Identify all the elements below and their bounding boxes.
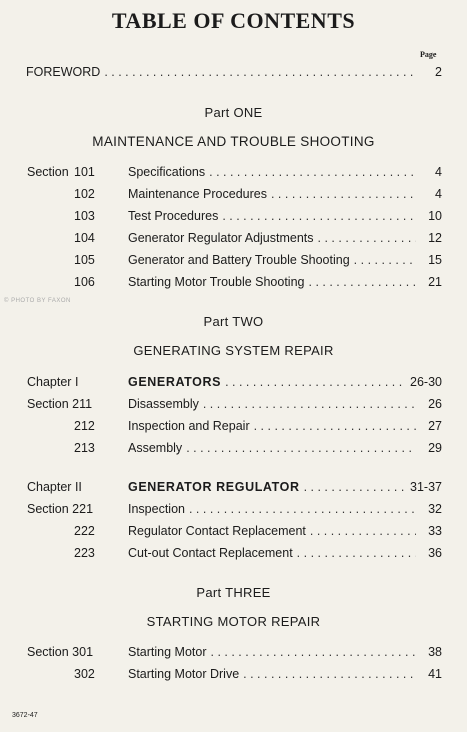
chapter-title: GENERATORS	[128, 375, 222, 389]
toc-entry	[128, 439, 442, 457]
dot-leader	[222, 207, 416, 225]
section-number: 103	[74, 209, 95, 223]
dot-leader	[203, 395, 416, 413]
part-three-subtitle: STARTING MOTOR REPAIR	[146, 614, 321, 629]
page-title: TABLE OF CONTENTS	[111, 8, 356, 33]
part-two-subtitle: GENERATING SYSTEM REPAIR	[133, 343, 334, 358]
part-one-subtitle: MAINTENANCE AND TROUBLE SHOOTING	[92, 134, 375, 149]
entry-page: 38	[428, 645, 442, 659]
toc-entry	[128, 185, 442, 203]
toc-row	[0, 395, 467, 413]
toc-row	[0, 229, 467, 247]
entry-page: 32	[428, 502, 442, 516]
section-number: 101	[74, 165, 95, 179]
toc-row-chapter	[0, 478, 467, 496]
toc-row	[0, 500, 467, 518]
section-label: 212	[74, 419, 95, 433]
section-label: 213	[74, 441, 95, 455]
toc-row	[0, 185, 467, 203]
toc-row	[0, 273, 467, 291]
footer-code: 3672-47	[12, 712, 38, 719]
toc-entry	[26, 63, 442, 81]
dot-leader	[104, 63, 416, 81]
dot-leader	[186, 439, 416, 457]
entry-title: Generator Regulator Adjustments	[128, 231, 314, 245]
toc-row	[0, 251, 467, 269]
entry-page: 15	[428, 253, 442, 267]
entry-title: Starting Motor Trouble Shooting	[128, 275, 305, 289]
entry-title: Cut-out Contact Replacement	[128, 546, 293, 560]
part-three-label: Part THREE	[196, 585, 271, 600]
toc-row	[0, 522, 467, 540]
entry-page: 12	[428, 231, 442, 245]
toc-row	[0, 207, 467, 225]
dot-leader	[254, 417, 416, 435]
toc-entry	[128, 417, 442, 435]
entry-title: Starting Motor Drive	[128, 667, 240, 681]
part-two-label: Part TWO	[203, 314, 264, 329]
entry-page: 4	[435, 165, 442, 179]
entry-title: FOREWORD	[26, 65, 101, 79]
entry-page: 27	[428, 419, 442, 433]
dot-leader	[309, 273, 417, 291]
section-label: Section 211	[27, 397, 93, 411]
dot-leader	[271, 185, 416, 203]
chapter-label: Chapter I	[27, 375, 79, 389]
part-one-label: Part ONE	[204, 105, 263, 120]
dot-leader	[189, 500, 416, 518]
dot-leader	[209, 163, 416, 181]
section-number: 106	[74, 275, 95, 289]
toc-entry	[128, 163, 442, 181]
dot-leader	[304, 478, 406, 496]
section-label: 302	[74, 667, 95, 681]
toc-row-chapter	[0, 373, 467, 391]
entry-page: 10	[428, 209, 442, 223]
dot-leader	[225, 373, 406, 391]
entry-title: Regulator Contact Replacement	[128, 524, 306, 538]
section-number: 105	[74, 253, 95, 267]
toc-row	[0, 163, 467, 181]
toc-entry	[128, 665, 442, 683]
toc-entry	[128, 522, 442, 540]
entry-page: 26	[428, 397, 442, 411]
toc-entry	[128, 251, 442, 269]
dot-leader	[211, 643, 416, 661]
toc-entry	[128, 500, 442, 518]
toc-row-foreword	[0, 63, 467, 81]
section-label: Section 221	[27, 502, 94, 516]
dot-leader	[297, 544, 416, 562]
toc-entry	[128, 207, 442, 225]
section-prefix: Section	[27, 165, 69, 179]
section-number: 104	[74, 231, 95, 245]
dot-leader	[310, 522, 416, 540]
toc-entry	[128, 229, 442, 247]
section-number: 102	[74, 187, 95, 201]
entry-page: 26-30	[410, 375, 442, 389]
entry-page: 4	[435, 187, 442, 201]
entry-title: Assembly	[128, 441, 183, 455]
section-label: Section 301	[27, 645, 94, 659]
toc-entry	[128, 643, 442, 661]
entry-title: Generator and Battery Trouble Shooting	[128, 253, 350, 267]
toc-entry	[128, 373, 442, 391]
toc-entry	[128, 478, 442, 496]
entry-page: 29	[428, 441, 442, 455]
chapter-label: Chapter II	[27, 480, 82, 494]
page-column-header: Page	[420, 50, 437, 59]
entry-page: 31-37	[410, 480, 442, 494]
entry-page: 36	[428, 546, 442, 560]
toc-entry	[128, 544, 442, 562]
entry-title: Test Procedures	[128, 209, 219, 223]
toc-row	[0, 439, 467, 457]
photo-watermark: © PHOTO BY FAXON	[4, 298, 71, 304]
toc-entry	[128, 395, 442, 413]
entry-page: 41	[428, 667, 442, 681]
toc-row	[0, 643, 467, 661]
toc-entry	[128, 273, 442, 291]
entry-page: 33	[428, 524, 442, 538]
entry-title: Inspection and Repair	[128, 419, 250, 433]
entry-title: Specifications	[128, 165, 206, 179]
toc-row	[0, 544, 467, 562]
entry-title: Disassembly	[128, 397, 199, 411]
entry-title: Starting Motor	[128, 645, 207, 659]
entry-page: 21	[428, 275, 442, 289]
dot-leader	[354, 251, 416, 269]
entry-title: Inspection	[128, 502, 185, 516]
toc-row	[0, 665, 467, 683]
section-label: 223	[74, 546, 95, 560]
dot-leader	[318, 229, 416, 247]
chapter-title: GENERATOR REGULATOR	[128, 480, 300, 494]
section-label: 222	[74, 524, 95, 538]
dot-leader	[243, 665, 416, 683]
entry-title: Maintenance Procedures	[128, 187, 267, 201]
entry-page: 2	[435, 65, 442, 79]
toc-row	[0, 417, 467, 435]
